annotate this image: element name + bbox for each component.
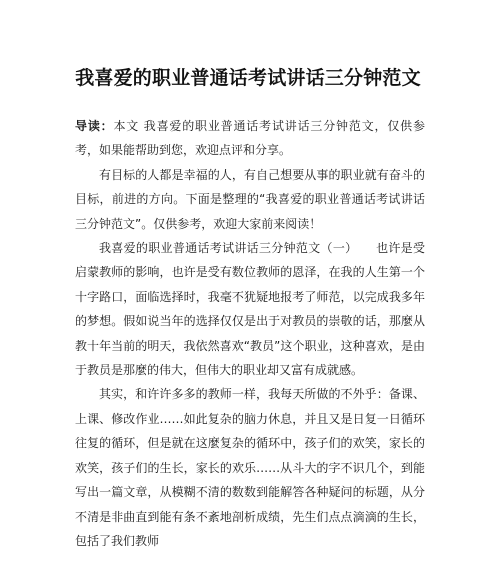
- body-paragraph: 有目标的人都是幸福的人，有自己想要从事的职业就有奋斗的目标，前进的方向。下面是整理的“我喜爱的职业普通话考试讲话三分钟范文”。仅供参考，欢迎大家前来阅读！: [75, 167, 425, 231]
- document-title: 我喜爱的职业普通话考试讲话三分钟范文: [75, 67, 421, 89]
- lead-label: 导读：: [75, 119, 114, 133]
- body-paragraph: 其实，和许许多多的教师一样，我每天所做的不外乎：备课、上课、修改作业……如此复杂的脑力休息，并且又是日复一日循环往复的循环，但是就在这麼复杂的循环中，孩子们的欢笑，家长的欢笑，孩子们的生长，家长的欢乐……从斗大的字不识几个，到能写出一篇文章，从模糊不清的数数到能解答各种疑问的标题，从分不清是非曲直到能有条不紊地剖析成绩，先生们点点滴滴的生长，包括了我们教师: [75, 387, 425, 548]
- document-body: [75, 114, 425, 553]
- body-paragraph: 我喜爱的职业普通话考试讲话三分钟范文（一） 也许是受启蒙教师的影响，也许是受有数位教师的恩泽，在我的人生第一个十字路口，面临选择时，我毫不犹疑地报考了师范，以完成我多年的梦想。假如说当年的选择仅仅是出于对教员的崇敬的话，那麼从教十年当前的明天，我依然喜欢“教员”这个职业，这种喜欢，是由于教员是那麼的伟大，但伟大的职业却又富有成就感。: [75, 241, 425, 378]
- lead-text: 本文 我喜爱的职业普通话考试讲话三分钟范文，仅供参考，如果能帮助到您，欢迎点评和分享。: [75, 119, 425, 158]
- lead-paragraph: [75, 114, 425, 163]
